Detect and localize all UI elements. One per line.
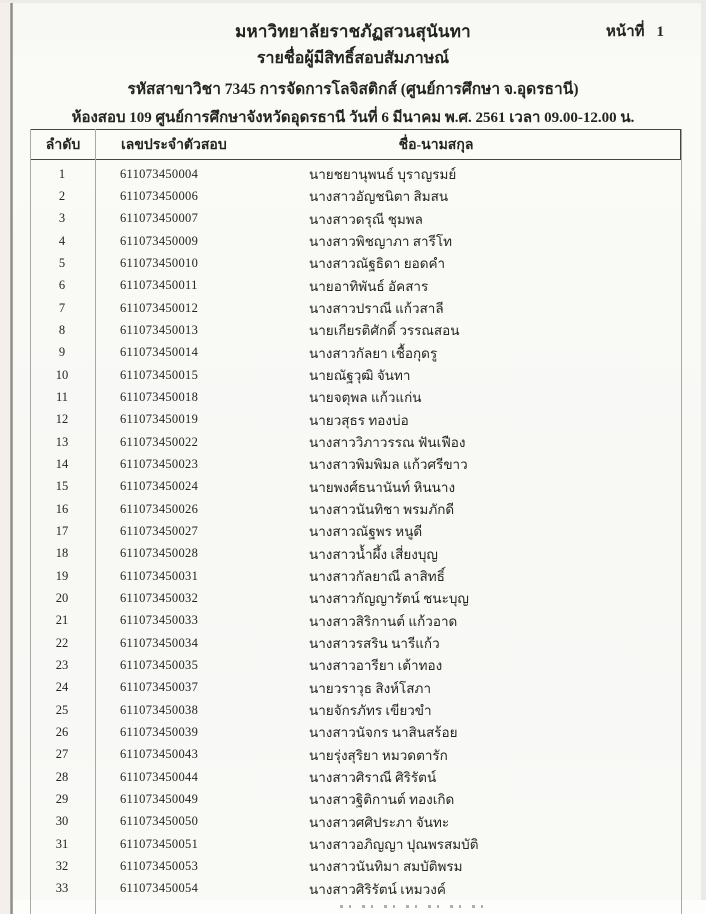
row-candidate-name: นายรุ่งสุริยา หมวดตารัก bbox=[309, 747, 448, 763]
row-order: 11 bbox=[55, 389, 69, 404]
table-row bbox=[30, 587, 681, 609]
table-row bbox=[30, 677, 681, 699]
row-order: 13 bbox=[55, 434, 69, 449]
table-row bbox=[30, 431, 681, 453]
table-row bbox=[30, 520, 681, 542]
row-order: 9 bbox=[58, 345, 66, 360]
row-order: 31 bbox=[55, 836, 69, 851]
table-row bbox=[30, 476, 681, 498]
row-exam-id: 611073450022 bbox=[120, 434, 199, 449]
row-order: 33 bbox=[55, 881, 69, 896]
row-order: 19 bbox=[55, 568, 69, 583]
scan-edge-top bbox=[0, 0, 706, 3]
row-exam-id: 611073450015 bbox=[120, 367, 199, 382]
row-order: 26 bbox=[55, 724, 69, 739]
document-subtitle: รายชื่อผู้มีสิทธิ์สอบสัมภาษณ์ bbox=[256, 50, 450, 67]
table-row bbox=[30, 565, 681, 587]
row-exam-id: 611073450037 bbox=[120, 680, 199, 695]
table-row bbox=[30, 185, 681, 207]
university-title: มหาวิทยาลัยราชภัฏสวนสุนันทา bbox=[235, 22, 471, 41]
row-candidate-name: นางสาวปราณี แก้วสาลี bbox=[309, 301, 444, 317]
row-exam-id: 611073450051 bbox=[120, 836, 199, 851]
row-exam-id: 611073450026 bbox=[120, 501, 199, 516]
table-row bbox=[30, 386, 681, 408]
row-candidate-name: นางสาววิภาวรรณ ฟันเฟือง bbox=[309, 435, 466, 451]
row-order: 32 bbox=[55, 858, 69, 873]
row-exam-id: 611073450034 bbox=[120, 635, 199, 650]
row-exam-id: 611073450019 bbox=[120, 412, 199, 427]
row-order: 2 bbox=[58, 188, 66, 203]
row-exam-id: 611073450023 bbox=[120, 456, 199, 471]
row-order: 10 bbox=[55, 367, 69, 382]
row-exam-id: 611073450049 bbox=[120, 791, 199, 806]
table-row bbox=[30, 498, 681, 520]
row-candidate-name: นางสาวน้ำผึ้ง เสี่ยงบุญ bbox=[309, 546, 438, 562]
table-row bbox=[30, 878, 681, 900]
row-candidate-name: นายวราวุธ สิงห์โสภา bbox=[309, 680, 432, 696]
row-order: 16 bbox=[55, 501, 69, 516]
row-candidate-name: นางสาวกัญญารัตน์ ชนะบุญ bbox=[309, 591, 469, 607]
page-number-label: หน้าที่ bbox=[606, 24, 645, 40]
row-order: 4 bbox=[58, 233, 66, 248]
row-exam-id: 611073450033 bbox=[120, 613, 199, 628]
scan-seam-line bbox=[10, 0, 13, 914]
row-candidate-name: นางสาวณัฐพร หนูดี bbox=[309, 524, 423, 540]
row-exam-id: 611073450004 bbox=[120, 166, 199, 181]
table-row bbox=[30, 811, 681, 833]
table-row bbox=[30, 721, 681, 743]
table-row bbox=[30, 453, 681, 475]
row-exam-id: 611073450035 bbox=[120, 657, 199, 672]
row-order: 6 bbox=[58, 278, 66, 293]
row-candidate-name: นางสาวฐิติกานต์ ทองเกิด bbox=[309, 792, 455, 808]
table-row bbox=[30, 744, 681, 766]
row-candidate-name: นางสาวดรุณี ชุมพล bbox=[309, 211, 423, 227]
column-header-exam-id: เลขประจำตัวสอบ bbox=[121, 137, 227, 153]
row-candidate-name: นายณัฐวุฒิ จันทา bbox=[309, 368, 411, 384]
row-order: 23 bbox=[55, 657, 69, 672]
row-exam-id: 611073450044 bbox=[120, 769, 199, 784]
column-header-name: ชื่อ-นามสกุล bbox=[398, 137, 474, 153]
row-order: 3 bbox=[58, 211, 66, 226]
row-order: 27 bbox=[55, 747, 69, 762]
row-exam-id: 611073450028 bbox=[120, 546, 199, 561]
row-candidate-name: นางสาวศิราณี ศิริรัตน์ bbox=[309, 770, 437, 786]
table-row bbox=[30, 364, 681, 386]
row-order: 1 bbox=[58, 166, 66, 181]
row-exam-id: 611073450010 bbox=[120, 255, 199, 270]
row-exam-id: 611073450039 bbox=[120, 724, 199, 739]
row-candidate-name: นางสาวนัจกร นาสินสร้อย bbox=[309, 725, 458, 741]
scan-edge-left bbox=[0, 0, 10, 914]
row-order: 5 bbox=[58, 255, 66, 270]
table-border-right bbox=[681, 129, 682, 914]
table-header-row bbox=[30, 129, 681, 160]
table-body bbox=[30, 163, 681, 900]
row-candidate-name: นางสาวศิริรัตน์ เหมวงค์ bbox=[309, 881, 446, 897]
table-row bbox=[30, 163, 681, 185]
row-order: 8 bbox=[58, 322, 66, 337]
table-row bbox=[30, 654, 681, 676]
column-header-order: ลำดับ bbox=[45, 137, 81, 153]
row-candidate-name: นางสาวกัลยาณี ลาสิทธิ์ bbox=[309, 569, 445, 585]
row-order: 18 bbox=[55, 546, 69, 561]
row-exam-id: 611073450031 bbox=[120, 568, 199, 583]
row-exam-id: 611073450024 bbox=[120, 479, 199, 494]
row-candidate-name: นายจักรภัทร เขียวขำ bbox=[309, 703, 432, 719]
row-exam-id: 611073450054 bbox=[120, 881, 199, 896]
row-order: 14 bbox=[55, 456, 69, 471]
row-order: 28 bbox=[55, 769, 69, 784]
row-exam-id: 611073450012 bbox=[120, 300, 199, 315]
table-row bbox=[30, 766, 681, 788]
row-order: 21 bbox=[55, 613, 69, 628]
row-order: 20 bbox=[55, 590, 69, 605]
row-candidate-name: นายชยานุพนธ์ บุราญรมย์ bbox=[309, 167, 457, 183]
row-exam-id: 611073450050 bbox=[120, 814, 199, 829]
row-candidate-name: นางสาวรสริน นารีแก้ว bbox=[309, 636, 440, 652]
row-candidate-name: นางสาวพิมพิมล แก้วศรีขาว bbox=[309, 457, 468, 473]
table-row bbox=[30, 543, 681, 565]
table-row bbox=[30, 788, 681, 810]
row-order: 7 bbox=[58, 300, 66, 315]
row-exam-id: 611073450043 bbox=[120, 747, 199, 762]
row-exam-id: 611073450006 bbox=[120, 188, 199, 203]
row-exam-id: 611073450011 bbox=[120, 278, 198, 293]
table-row bbox=[30, 855, 681, 877]
row-candidate-name: นางสาวนันทิชา พรมภักดี bbox=[309, 502, 455, 518]
table-row bbox=[30, 699, 681, 721]
page-number-value: 1 bbox=[656, 24, 664, 40]
row-exam-id: 611073450013 bbox=[120, 322, 199, 337]
row-exam-id: 611073450009 bbox=[120, 233, 199, 248]
row-exam-id: 611073450053 bbox=[120, 858, 199, 873]
table-row bbox=[30, 632, 681, 654]
row-candidate-name: นางสาวณัฐธิดา ยอดคำ bbox=[309, 256, 446, 272]
row-candidate-name: นายจตุพล แก้วแก่น bbox=[309, 390, 422, 406]
row-candidate-name: นายวสุธร ทองบ่อ bbox=[309, 412, 409, 428]
table-row bbox=[30, 275, 681, 297]
row-candidate-name: นายเกียรติศักดิ์ วรรณสอน bbox=[309, 323, 460, 339]
table-row bbox=[30, 297, 681, 319]
row-candidate-name: นายอาทิพันธ์ อัคสาร bbox=[309, 278, 429, 294]
row-candidate-name: นายพงศ์ธนานันท์ หินนาง bbox=[309, 479, 456, 495]
cropped-row-fragment bbox=[340, 905, 490, 908]
row-exam-id: 611073450038 bbox=[120, 702, 199, 717]
row-order: 29 bbox=[55, 791, 69, 806]
row-exam-id: 611073450027 bbox=[120, 523, 199, 538]
scan-edge-right bbox=[701, 0, 706, 914]
table-row bbox=[30, 230, 681, 252]
table-row bbox=[30, 409, 681, 431]
row-exam-id: 611073450018 bbox=[120, 389, 199, 404]
row-candidate-name: นางสาวอภิญญา ปุณพรสมบัติ bbox=[309, 837, 479, 852]
row-candidate-name: นางสาวนันทิมา สมบัติพรม bbox=[309, 859, 463, 875]
row-order: 12 bbox=[55, 412, 69, 427]
program-line: รหัสสาขาวิชา 7345 การจัดการโลจิสติกส์ (ศูนย์การศึกษา จ.อุดรธานี) bbox=[127, 81, 579, 98]
row-candidate-name: นางสาวอารียา เต้าทอง bbox=[309, 658, 443, 674]
table-row bbox=[30, 319, 681, 341]
row-order: 24 bbox=[55, 680, 69, 695]
table-row bbox=[30, 342, 681, 364]
row-candidate-name: นางสาวศศิประภา จันทะ bbox=[309, 814, 450, 830]
row-candidate-name: นางสาวกัลยา เชื้อกุดรู bbox=[309, 345, 438, 361]
table-row bbox=[30, 208, 681, 230]
row-exam-id: 611073450014 bbox=[120, 345, 199, 360]
page-number bbox=[606, 19, 664, 43]
table-row bbox=[30, 252, 681, 274]
row-candidate-name: นางสาวสิริกานต์ แก้วอาด bbox=[309, 613, 458, 629]
table-row bbox=[30, 833, 681, 855]
row-candidate-name: นางสาวพิชญาภา สารีโท bbox=[309, 234, 453, 250]
row-exam-id: 611073450032 bbox=[120, 590, 199, 605]
table-row bbox=[30, 610, 681, 632]
row-exam-id: 611073450007 bbox=[120, 211, 199, 226]
row-order: 15 bbox=[55, 479, 69, 494]
row-order: 30 bbox=[55, 814, 69, 829]
row-order: 25 bbox=[55, 702, 69, 717]
row-candidate-name: นางสาวอัญชนิตา สิมสน bbox=[309, 189, 449, 205]
exam-session-line: ห้องสอบ 109 ศูนย์การศึกษาจังหวัดอุดรธานี วันที่ 6 มีนาคม พ.ศ. 2561 เวลา 09.00-12.00 น. bbox=[71, 110, 635, 126]
row-order: 17 bbox=[55, 523, 69, 538]
row-order: 22 bbox=[55, 635, 69, 650]
